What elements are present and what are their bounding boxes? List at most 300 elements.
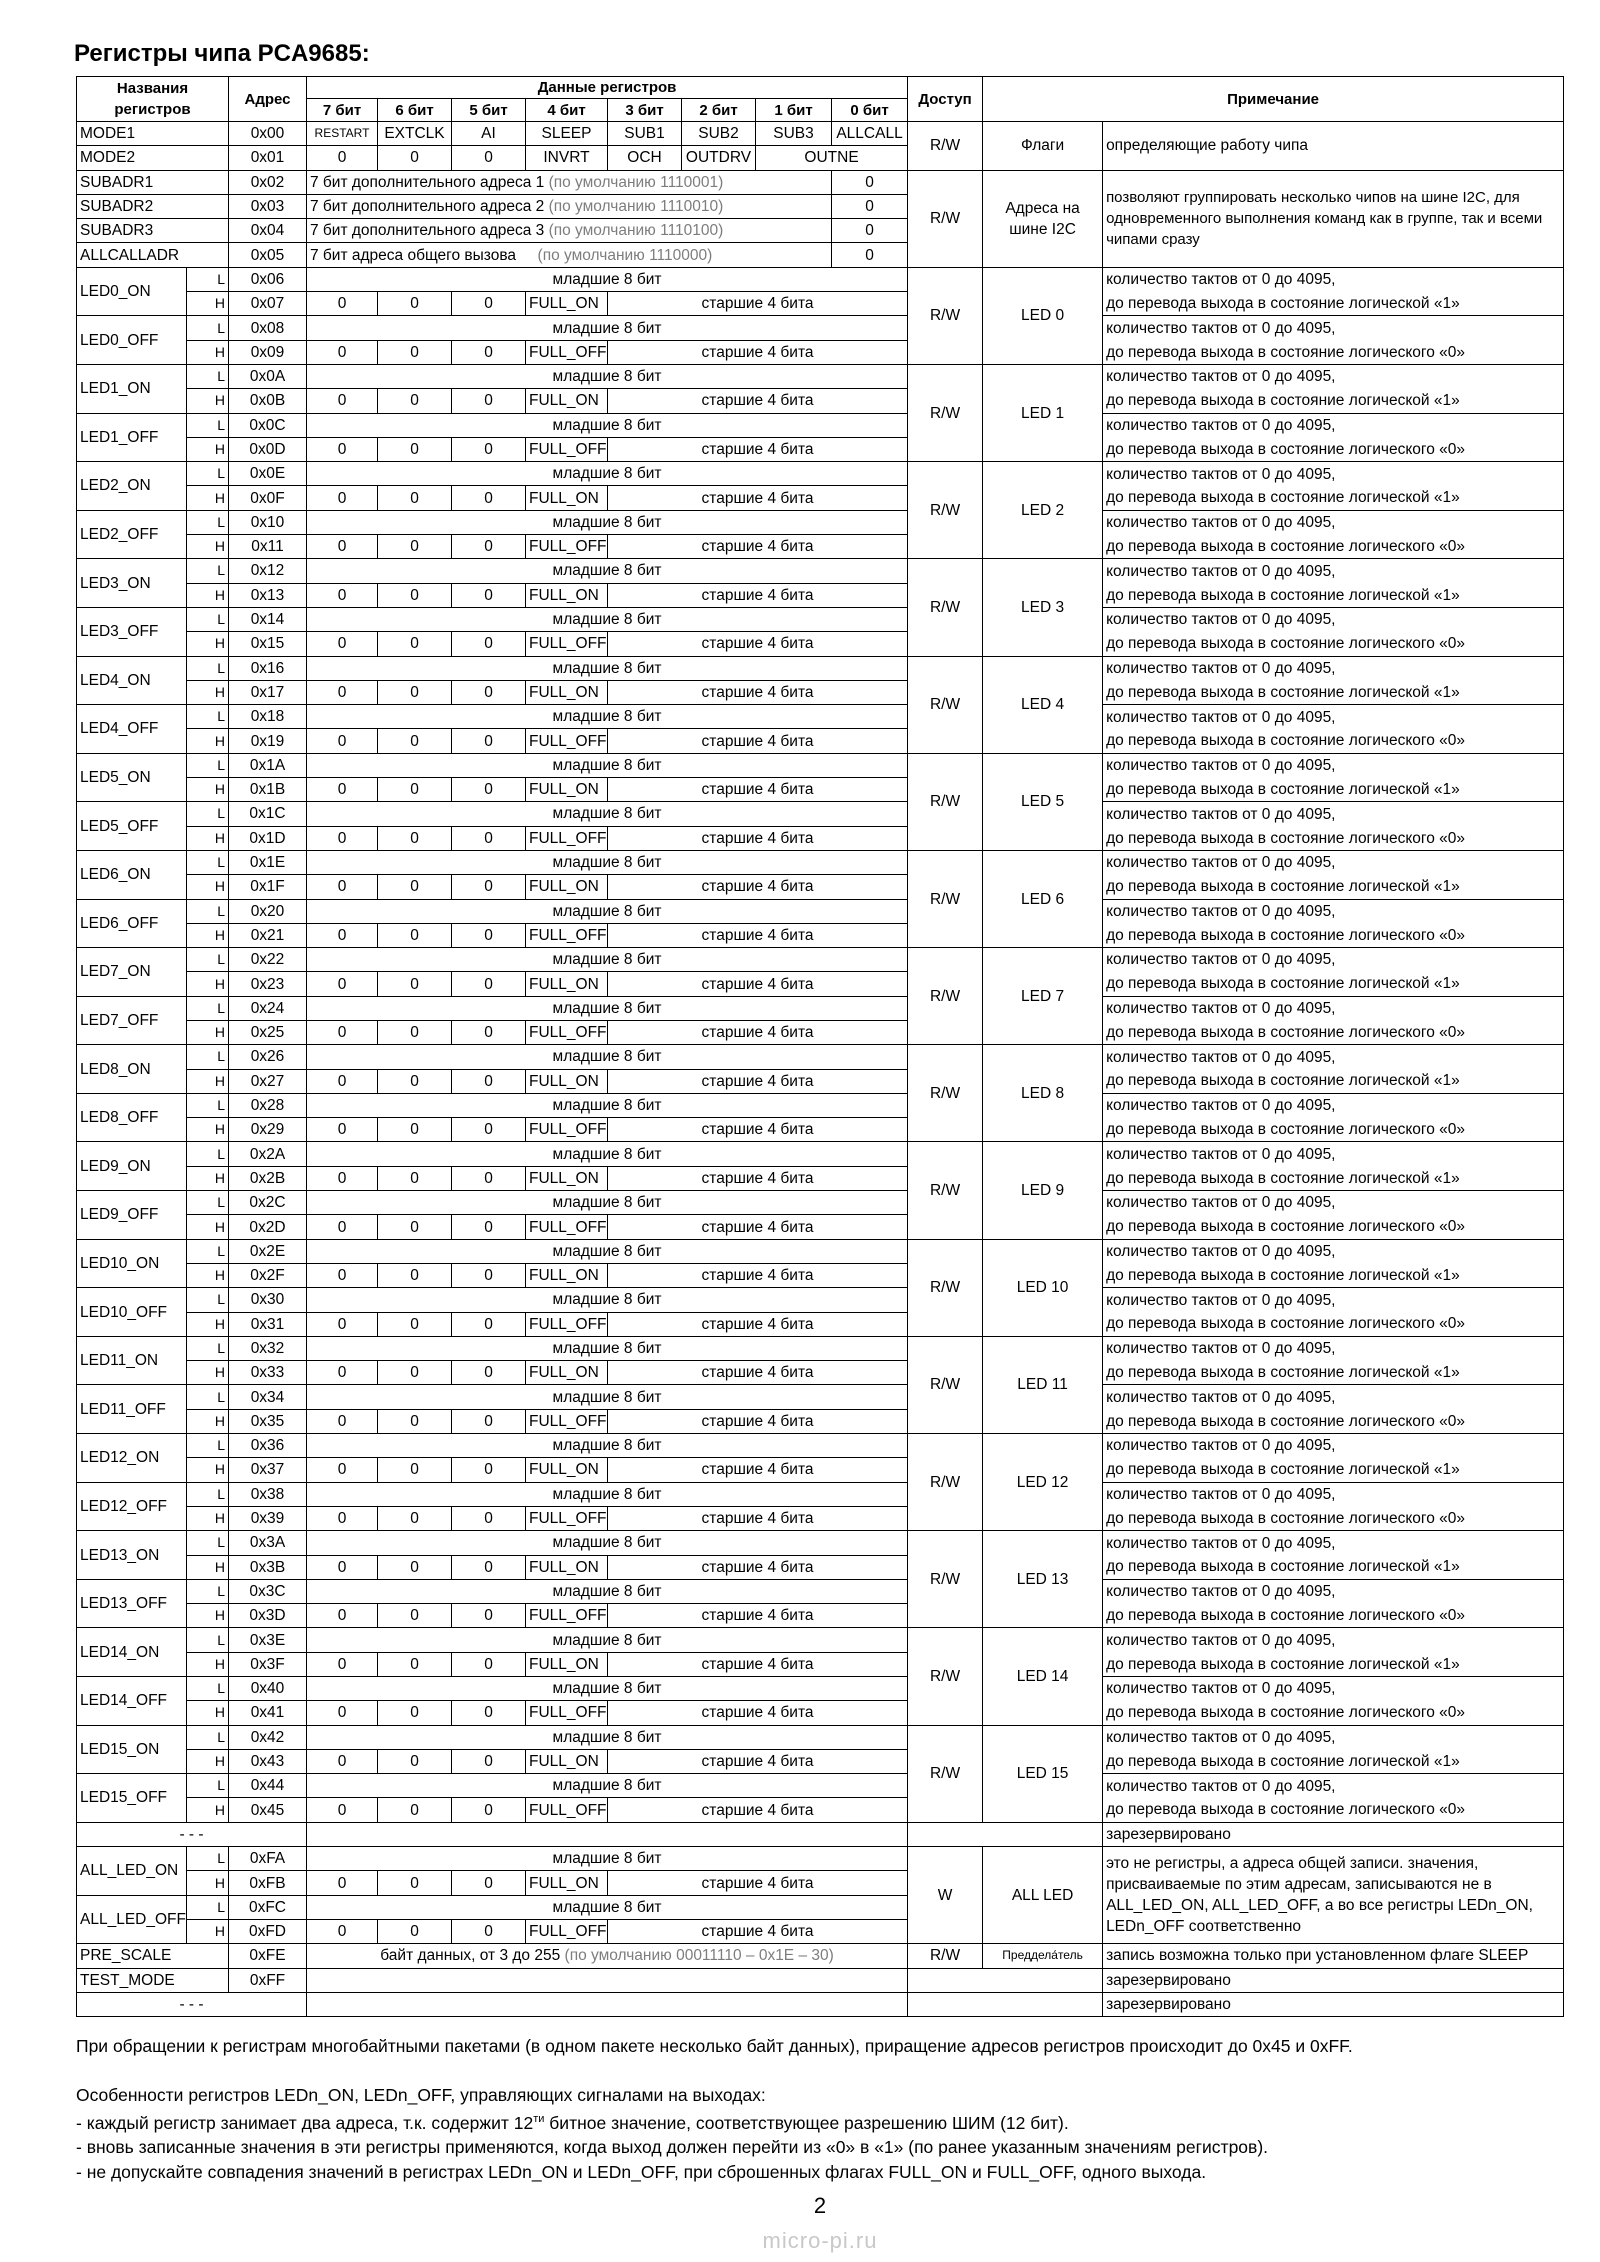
register-address: 0x37 xyxy=(229,1458,307,1482)
table-row xyxy=(77,778,1564,802)
bit-cell: SUB2 xyxy=(682,122,756,146)
byte-description: старшие 4 бита xyxy=(608,583,908,607)
flag-bit-cell: FULL_ON xyxy=(526,583,608,607)
footer-text: - каждый регистр занимает два адреса, т.к. содержит 12 xyxy=(76,2112,534,2133)
register-name: PRE_SCALE xyxy=(77,1944,229,1968)
note-cell: количество тактов от 0 до 4095, xyxy=(1103,1628,1564,1652)
group-label: LED 15 xyxy=(983,1725,1103,1822)
register-address: 0x42 xyxy=(229,1725,307,1749)
table-row xyxy=(77,948,1564,972)
register-name: MODE1 xyxy=(77,122,229,146)
byte-description: старшие 4 бита xyxy=(608,1263,908,1287)
table-row xyxy=(77,413,1564,437)
byte-description: младшие 8 бит xyxy=(307,1725,908,1749)
bit-cell: 0 xyxy=(307,340,378,364)
byte-half-label: L xyxy=(187,1482,229,1506)
bit-cell: 0 xyxy=(378,486,452,510)
table-row xyxy=(77,1749,1564,1773)
register-address: 0x17 xyxy=(229,680,307,704)
bit-cell: 0 xyxy=(378,680,452,704)
bit-cell: 0 xyxy=(307,826,378,850)
description-text: 7 бит дополнительного адреса 3 xyxy=(310,222,545,240)
byte-description: старшие 4 бита xyxy=(608,535,908,559)
bit-cell: 0 xyxy=(378,1604,452,1628)
byte-description: младшие 8 бит xyxy=(307,364,908,388)
table-row xyxy=(77,559,1564,583)
bit-cell: 0 xyxy=(307,1409,378,1433)
byte-half-label: L xyxy=(187,316,229,340)
note-cell: количество тактов от 0 до 4095, xyxy=(1103,1142,1564,1166)
byte-half-label: H xyxy=(187,292,229,316)
register-address: 0x3C xyxy=(229,1579,307,1603)
byte-half-label: H xyxy=(187,1215,229,1239)
bit-cell: 0 xyxy=(307,1604,378,1628)
access-cell: R/W xyxy=(908,850,983,947)
bit-cell: 0 xyxy=(307,632,378,656)
register-name: LED12_OFF xyxy=(77,1482,187,1531)
register-address: 0x0A xyxy=(229,364,307,388)
bit-cell: 0 xyxy=(307,292,378,316)
table-row xyxy=(77,1944,1564,1968)
header-register-data: Данные регистров xyxy=(307,77,908,99)
register-name: ALLCALLADR xyxy=(77,243,229,267)
register-address: 0x43 xyxy=(229,1749,307,1773)
bit-cell: 0 xyxy=(307,1701,378,1725)
table-row xyxy=(77,899,1564,923)
bit-cell: 0 xyxy=(307,1458,378,1482)
byte-description: старшие 4 бита xyxy=(608,1166,908,1190)
empty-cell xyxy=(908,1992,1103,2016)
bit-cell: 0 xyxy=(307,1069,378,1093)
register-address: 0x1F xyxy=(229,875,307,899)
flag-bit-cell: FULL_OFF xyxy=(526,729,608,753)
register-address: 0x3D xyxy=(229,1604,307,1628)
register-address: 0x33 xyxy=(229,1361,307,1385)
bit-cell: 0 xyxy=(307,1166,378,1190)
flag-bit-cell: FULL_ON xyxy=(526,778,608,802)
bit-cell: 0 xyxy=(832,170,908,194)
table-row xyxy=(77,267,1564,291)
register-name: LED0_OFF xyxy=(77,316,187,365)
bit-cell: 0 xyxy=(452,1020,526,1044)
byte-description: младшие 8 бит xyxy=(307,1895,908,1919)
register-address: 0x13 xyxy=(229,583,307,607)
bit-cell: 0 xyxy=(307,1555,378,1579)
register-address: 0x2C xyxy=(229,1191,307,1215)
note-cell: количество тактов от 0 до 4095, xyxy=(1103,316,1564,340)
note-cell: до перевода выхода в состояние логического «0» xyxy=(1103,1506,1564,1530)
register-address: 0x0B xyxy=(229,389,307,413)
table-row xyxy=(77,1069,1564,1093)
note-cell: определяющие работу чипа xyxy=(1103,122,1564,171)
byte-half-label: L xyxy=(187,1239,229,1263)
byte-half-label: H xyxy=(187,1701,229,1725)
table-row xyxy=(77,1628,1564,1652)
bit-cell: 0 xyxy=(378,778,452,802)
note-cell: количество тактов от 0 до 4095, xyxy=(1103,462,1564,486)
byte-description: младшие 8 бит xyxy=(307,1482,908,1506)
page-number: 2 xyxy=(813,2193,827,2218)
byte-description: старшие 4 бита xyxy=(608,1604,908,1628)
access-cell: R/W xyxy=(908,948,983,1045)
register-address: 0x08 xyxy=(229,316,307,340)
bit-cell: 0 xyxy=(832,194,908,218)
bit-cell: 0 xyxy=(307,1312,378,1336)
bit-cell: 0 xyxy=(452,583,526,607)
group-label: LED 4 xyxy=(983,656,1103,753)
register-address: 0x15 xyxy=(229,632,307,656)
flag-bit-cell: FULL_OFF xyxy=(526,1798,608,1822)
bit-cell: 0 xyxy=(378,1020,452,1044)
byte-half-label: L xyxy=(187,559,229,583)
byte-description: старшие 4 бита xyxy=(608,1409,908,1433)
byte-description: младшие 8 бит xyxy=(307,1579,908,1603)
table-row xyxy=(77,462,1564,486)
register-address: 0x40 xyxy=(229,1677,307,1701)
bit-cell: 0 xyxy=(307,1798,378,1822)
note-cell: до перевода выхода в состояние логической «1» xyxy=(1103,292,1564,316)
byte-description: старшие 4 бита xyxy=(608,486,908,510)
header-bit: 3 бит xyxy=(608,99,682,122)
register-address: 0xFE xyxy=(229,1944,307,1968)
bit-cell: 0 xyxy=(452,1263,526,1287)
header-bit: 1 бит xyxy=(756,99,832,122)
byte-description: младшие 8 бит xyxy=(307,559,908,583)
bit-cell: 0 xyxy=(307,146,378,170)
register-address: 0x3B xyxy=(229,1555,307,1579)
byte-half-label: L xyxy=(187,510,229,534)
byte-half-label: L xyxy=(187,1895,229,1919)
flag-bit-cell: FULL_OFF xyxy=(526,632,608,656)
group-label: LED 13 xyxy=(983,1531,1103,1628)
byte-description: младшие 8 бит xyxy=(307,267,908,291)
note-cell: количество тактов от 0 до 4095, xyxy=(1103,559,1564,583)
register-name: ALL_LED_OFF xyxy=(77,1895,187,1944)
flag-bit-cell: FULL_OFF xyxy=(526,340,608,364)
note-cell: количество тактов от 0 до 4095, xyxy=(1103,413,1564,437)
page-title: Регистры чипа PCA9685: xyxy=(74,40,370,67)
empty-cell xyxy=(307,1968,908,1992)
byte-half-label: H xyxy=(187,1798,229,1822)
default-value: (по умолчанию 1110100) xyxy=(548,222,724,240)
note-cell: количество тактов от 0 до 4095, xyxy=(1103,802,1564,826)
access-cell: R/W xyxy=(908,1628,983,1725)
register-name: LED10_OFF xyxy=(77,1288,187,1337)
access-cell: R/W xyxy=(908,656,983,753)
table-row xyxy=(77,1774,1564,1798)
group-label: LED 6 xyxy=(983,850,1103,947)
byte-half-label: L xyxy=(187,948,229,972)
default-value: (по умолчанию 1110000) xyxy=(537,246,713,264)
byte-description: старшие 4 бита xyxy=(608,1069,908,1093)
byte-description: младшие 8 бит xyxy=(307,1093,908,1117)
bit-cell: INVRT xyxy=(526,146,608,170)
byte-half-label: L xyxy=(187,850,229,874)
register-address: 0x09 xyxy=(229,340,307,364)
bit-cell: 0 xyxy=(452,1069,526,1093)
byte-description: старшие 4 бита xyxy=(608,1361,908,1385)
bit-cell: SUB3 xyxy=(756,122,832,146)
flag-bit-cell: FULL_OFF xyxy=(526,437,608,461)
table-row xyxy=(77,1677,1564,1701)
bit-cell: 0 xyxy=(307,972,378,996)
default-value: (по умолчанию 00011110 – 0x1E – 30) xyxy=(564,1947,834,1965)
byte-description: старшие 4 бита xyxy=(608,1749,908,1773)
register-name: SUBADR1 xyxy=(77,170,229,194)
byte-description: младшие 8 бит xyxy=(307,607,908,631)
note-cell: до перевода выхода в состояние логического «0» xyxy=(1103,1409,1564,1433)
byte-half-label: H xyxy=(187,1361,229,1385)
register-address: 0x3F xyxy=(229,1652,307,1676)
group-label: Преддела́тель xyxy=(983,1944,1103,1968)
register-rows xyxy=(77,122,1564,2017)
register-address: 0x44 xyxy=(229,1774,307,1798)
register-name: LED11_OFF xyxy=(77,1385,187,1434)
register-address: 0x21 xyxy=(229,923,307,947)
note-cell: до перевода выхода в состояние логического «0» xyxy=(1103,1798,1564,1822)
bit-cell: 0 xyxy=(452,1312,526,1336)
register-address: 0x1E xyxy=(229,850,307,874)
register-address: 0x20 xyxy=(229,899,307,923)
bit-cell: 0 xyxy=(307,486,378,510)
table-row xyxy=(77,364,1564,388)
note-cell: количество тактов от 0 до 4095, xyxy=(1103,1482,1564,1506)
byte-description: старшие 4 бита xyxy=(608,1312,908,1336)
footer-paragraph: - не допускайте совпадения значений в регистрах LEDn_ON и LEDn_OFF, при сброшенных флагах FULL_ON и FULL_OFF, одного выхода. xyxy=(76,2161,1207,2182)
register-name: SUBADR3 xyxy=(77,219,229,243)
register-name: LED2_OFF xyxy=(77,510,187,559)
flag-bit-cell: FULL_OFF xyxy=(526,1020,608,1044)
register-address: 0x05 xyxy=(229,243,307,267)
note-cell: количество тактов от 0 до 4095, xyxy=(1103,996,1564,1020)
note-cell: до перевода выхода в состояние логической «1» xyxy=(1103,778,1564,802)
register-name: SUBADR2 xyxy=(77,194,229,218)
flag-bit-cell: FULL_OFF xyxy=(526,1312,608,1336)
bit-cell: 0 xyxy=(452,1604,526,1628)
note-cell: количество тактов от 0 до 4095, xyxy=(1103,656,1564,680)
bit-cell: 0 xyxy=(378,1555,452,1579)
register-name: LED1_ON xyxy=(77,364,187,413)
table-row xyxy=(77,1701,1564,1725)
table-row xyxy=(77,1604,1564,1628)
bit-cell: OUTNE xyxy=(756,146,908,170)
table-row xyxy=(77,316,1564,340)
byte-half-label: H xyxy=(187,437,229,461)
register-address: 0x12 xyxy=(229,559,307,583)
byte-description: старшие 4 бита xyxy=(608,340,908,364)
bit-cell: 0 xyxy=(452,1458,526,1482)
register-address: 0x2B xyxy=(229,1166,307,1190)
byte-description: старшие 4 бита xyxy=(608,1458,908,1482)
register-address: 0x02 xyxy=(229,170,307,194)
table-row xyxy=(77,850,1564,874)
note-cell: до перевода выхода в состояние логической «1» xyxy=(1103,1361,1564,1385)
note-cell: до перевода выхода в состояние логической «1» xyxy=(1103,875,1564,899)
access-cell: R/W xyxy=(908,1944,983,1968)
description-text: 7 бит дополнительного адреса 2 xyxy=(310,198,545,216)
register-name: LED6_ON xyxy=(77,850,187,899)
bit-cell: 0 xyxy=(307,1506,378,1530)
bit-cell: 0 xyxy=(307,389,378,413)
bit-cell: 0 xyxy=(452,972,526,996)
byte-half-label: H xyxy=(187,923,229,947)
byte-half-label: L xyxy=(187,1045,229,1069)
table-row xyxy=(77,1847,1564,1871)
register-address: 0x2D xyxy=(229,1215,307,1239)
bit-cell: 0 xyxy=(307,923,378,947)
byte-description: младшие 8 бит xyxy=(307,316,908,340)
register-address: 0x2E xyxy=(229,1239,307,1263)
byte-half-label: L xyxy=(187,1531,229,1555)
group-label: ALL LED xyxy=(983,1847,1103,1944)
bit-cell: 0 xyxy=(307,1118,378,1142)
header-bit: 4 бит xyxy=(526,99,608,122)
default-value: (по умолчанию 1110001) xyxy=(548,173,724,191)
flag-bit-cell: FULL_ON xyxy=(526,1871,608,1895)
byte-half-label: H xyxy=(187,1312,229,1336)
header-bit: 5 бит xyxy=(452,99,526,122)
table-row xyxy=(77,1798,1564,1822)
bit-cell: 0 xyxy=(378,1215,452,1239)
bit-cell: 0 xyxy=(307,875,378,899)
byte-description: старшие 4 бита xyxy=(608,972,908,996)
flag-bit-cell: FULL_ON xyxy=(526,1749,608,1773)
byte-half-label: L xyxy=(187,802,229,826)
note-cell: до перевода выхода в состояние логического «0» xyxy=(1103,340,1564,364)
footer-notes xyxy=(76,2034,1566,2184)
note-cell: до перевода выхода в состояние логического «0» xyxy=(1103,1215,1564,1239)
register-address: 0x34 xyxy=(229,1385,307,1409)
register-address: 0x01 xyxy=(229,146,307,170)
bit-cell: 0 xyxy=(378,923,452,947)
bit-cell: 0 xyxy=(307,535,378,559)
bit-cell: 0 xyxy=(378,1118,452,1142)
footer-text: битное значение, соответствующее разрешению ШИМ (12 бит). xyxy=(544,2112,1069,2133)
bit-cell: SUB1 xyxy=(608,122,682,146)
byte-description: младшие 8 бит xyxy=(307,413,908,437)
byte-description: старшие 4 бита xyxy=(608,875,908,899)
register-address: 0x28 xyxy=(229,1093,307,1117)
bit-cell: 0 xyxy=(452,632,526,656)
header-bit: 2 бит xyxy=(682,99,756,122)
byte-description: старшие 4 бита xyxy=(608,778,908,802)
table-row xyxy=(77,923,1564,947)
table-row xyxy=(77,1992,1564,2016)
note-cell: количество тактов от 0 до 4095, xyxy=(1103,1774,1564,1798)
byte-half-label: H xyxy=(187,583,229,607)
bit-cell: 0 xyxy=(378,1409,452,1433)
register-name: LED6_OFF xyxy=(77,899,187,948)
byte-description: старшие 4 бита xyxy=(608,1020,908,1044)
note-cell: количество тактов от 0 до 4095, xyxy=(1103,1093,1564,1117)
access-cell: R/W xyxy=(908,1725,983,1822)
register-address: 0x39 xyxy=(229,1506,307,1530)
note-cell: до перевода выхода в состояние логического «0» xyxy=(1103,1604,1564,1628)
table-row xyxy=(77,753,1564,777)
register-address: 0x27 xyxy=(229,1069,307,1093)
footer-paragraph: - вновь записанные значения в эти регистры применяются, когда выход должен перейти из «0» в «1» (по ранее указанным значениям регистров). xyxy=(76,2137,1269,2158)
note-cell: количество тактов от 0 до 4095, xyxy=(1103,705,1564,729)
register-address: 0xFA xyxy=(229,1847,307,1871)
access-cell: R/W xyxy=(908,1239,983,1336)
flag-bit-cell: FULL_ON xyxy=(526,1166,608,1190)
register-address: 0x03 xyxy=(229,194,307,218)
byte-half-label: H xyxy=(187,1069,229,1093)
bit-cell: 0 xyxy=(378,340,452,364)
byte-half-label: H xyxy=(187,729,229,753)
bit-cell: 0 xyxy=(378,1312,452,1336)
description-text: байт данных, от 3 до 255 xyxy=(380,1947,561,1965)
byte-description: младшие 8 бит xyxy=(307,510,908,534)
register-name: LED13_OFF xyxy=(77,1579,187,1628)
byte-half-label: L xyxy=(187,364,229,388)
register-address: 0x24 xyxy=(229,996,307,1020)
register-address: 0x29 xyxy=(229,1118,307,1142)
byte-description: старшие 4 бита xyxy=(608,1798,908,1822)
note-cell: зарезервировано xyxy=(1103,1992,1564,2016)
register-name: LED7_ON xyxy=(77,948,187,997)
byte-half-label: L xyxy=(187,462,229,486)
note-cell: до перевода выхода в состояние логической «1» xyxy=(1103,972,1564,996)
byte-half-label: H xyxy=(187,972,229,996)
table-row xyxy=(77,1045,1564,1069)
byte-half-label: L xyxy=(187,899,229,923)
note-cell: до перевода выхода в состояние логического «0» xyxy=(1103,826,1564,850)
byte-half-label: H xyxy=(187,826,229,850)
note-cell: количество тактов от 0 до 4095, xyxy=(1103,1045,1564,1069)
note-cell: до перевода выхода в состояние логической «1» xyxy=(1103,486,1564,510)
bit-cell: 0 xyxy=(452,1506,526,1530)
flag-bit-cell: FULL_ON xyxy=(526,486,608,510)
access-cell: R/W xyxy=(908,1531,983,1628)
access-cell: R/W xyxy=(908,364,983,461)
bit-cell: 0 xyxy=(452,1118,526,1142)
byte-half-label: H xyxy=(187,1166,229,1190)
note-cell: запись возможна только при установленном флаге SLEEP xyxy=(1103,1944,1564,1968)
byte-half-label: H xyxy=(187,1871,229,1895)
byte-description: младшие 8 бит xyxy=(307,705,908,729)
byte-half-label: H xyxy=(187,1652,229,1676)
byte-description: младшие 8 бит xyxy=(307,1531,908,1555)
table-row xyxy=(77,1482,1564,1506)
byte-half-label: H xyxy=(187,1263,229,1287)
bit-cell: 0 xyxy=(452,340,526,364)
flag-bit-cell: FULL_ON xyxy=(526,1555,608,1579)
bit-cell: RESTART xyxy=(307,122,378,146)
table-row xyxy=(77,340,1564,364)
note-cell: количество тактов от 0 до 4095, xyxy=(1103,1336,1564,1360)
header-access: Доступ xyxy=(908,77,983,122)
register-name: LED3_OFF xyxy=(77,607,187,656)
byte-description: младшие 8 бит xyxy=(307,1288,908,1312)
note-cell: до перевода выхода в состояние логической «1» xyxy=(1103,1069,1564,1093)
byte-description: старшие 4 бита xyxy=(608,680,908,704)
header-register-name: Названия регистров xyxy=(77,77,229,122)
register-name: ALL_LED_ON xyxy=(77,1847,187,1896)
register-address: 0x07 xyxy=(229,292,307,316)
note-cell: количество тактов от 0 до 4095, xyxy=(1103,899,1564,923)
bit-cell: 0 xyxy=(307,729,378,753)
register-address: 0x1D xyxy=(229,826,307,850)
register-address: 0x26 xyxy=(229,1045,307,1069)
register-name: LED13_ON xyxy=(77,1531,187,1580)
byte-half-label: H xyxy=(187,632,229,656)
register-address: 0x14 xyxy=(229,607,307,631)
group-label: LED 12 xyxy=(983,1434,1103,1531)
register-address: 0xFF xyxy=(229,1968,307,1992)
bit-cell: 0 xyxy=(307,437,378,461)
table-row xyxy=(77,1166,1564,1190)
